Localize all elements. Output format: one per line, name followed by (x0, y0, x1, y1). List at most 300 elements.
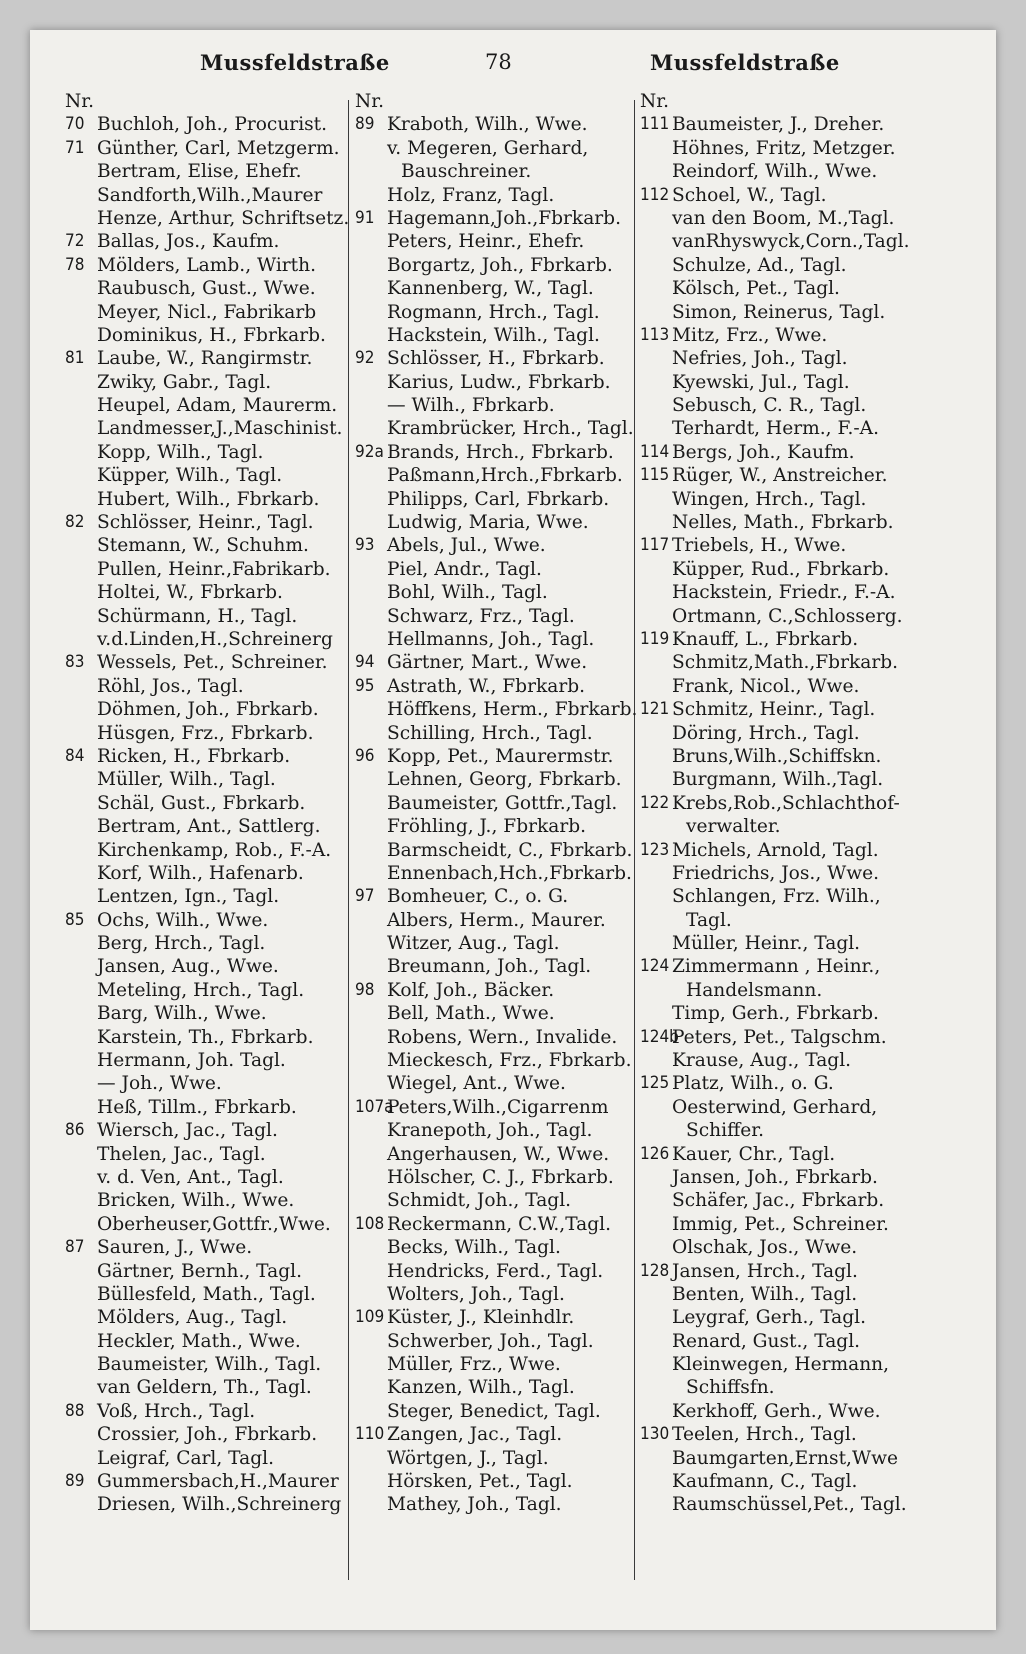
directory-entry (65, 160, 365, 183)
house-number (355, 1072, 387, 1095)
directory-entry (355, 932, 655, 955)
directory-entry (65, 628, 365, 651)
directory-entry (355, 184, 655, 207)
resident-entry: Hermann, Joh. Tagl. (97, 1050, 286, 1072)
resident-entry: Triebels, H., Wwe. (672, 535, 847, 557)
resident-entry: Röhl, Jos., Tagl. (97, 675, 244, 697)
house-number (65, 581, 97, 604)
house-number (355, 932, 387, 955)
house-number (640, 1213, 672, 1236)
resident-entry: Peters, Pet., Talgschm. (672, 1026, 887, 1048)
house-number (640, 862, 672, 885)
directory-entry (640, 1189, 940, 1212)
resident-entry: v. d. Ven, Ant., Tagl. (97, 1166, 284, 1188)
directory-entry (640, 324, 940, 347)
directory-entry (65, 488, 365, 511)
house-number: 70 (65, 114, 85, 135)
resident-entry: Bohl, Wilh., Tagl. (387, 582, 548, 604)
resident-entry: Voß, Hrch., Tagl. (97, 1400, 256, 1422)
resident-entry: Zwiky, Gabr., Tagl. (97, 371, 272, 393)
house-number (65, 1213, 97, 1236)
directory-entry (640, 1353, 940, 1376)
directory-entry (65, 1236, 365, 1259)
resident-entry: Höffkens, Herm., Fbrkarb. (387, 699, 638, 721)
house-number: 81 (65, 348, 85, 369)
house-number: 83 (65, 652, 85, 673)
house-number (640, 1283, 672, 1306)
house-number (640, 1376, 672, 1399)
directory-entry (65, 511, 365, 534)
directory-entry (640, 1260, 940, 1283)
house-number (355, 862, 387, 885)
house-number: 121 (640, 699, 670, 720)
house-number: 111 (640, 114, 670, 135)
resident-entry: Kauer, Chr., Tagl. (672, 1143, 836, 1165)
directory-entry (355, 722, 655, 745)
resident-entry: Abels, Jul., Wwe. (387, 535, 546, 557)
house-number (65, 534, 97, 557)
resident-entry: Kerkhoff, Gerh., Wwe. (672, 1400, 881, 1422)
directory-entry (640, 1330, 940, 1353)
house-number (65, 768, 97, 791)
resident-entry: Borgartz, Joh., Fbrkarb. (387, 254, 613, 276)
house-number (355, 628, 387, 651)
house-number (65, 464, 97, 487)
directory-entry (355, 417, 655, 440)
directory-entry (355, 301, 655, 324)
directory-entry (65, 558, 365, 581)
house-number (65, 885, 97, 908)
house-number (65, 675, 97, 698)
house-number (355, 488, 387, 511)
resident-entry: Küpper, Rud., Fbrkarb. (672, 558, 890, 580)
house-number (640, 1049, 672, 1072)
directory-entry (65, 1166, 365, 1189)
directory-entry (355, 1213, 655, 1236)
resident-entry: Hackstein, Wilh., Tagl. (387, 324, 600, 346)
resident-entry: Hüsgen, Frz., Fbrkarb. (97, 722, 314, 744)
house-number: 124b (640, 1026, 679, 1047)
resident-entry: Kleinwegen, Hermann, (672, 1354, 890, 1376)
directory-entry (640, 1447, 940, 1470)
directory-entry (640, 1049, 940, 1072)
directory-entry (355, 1236, 655, 1259)
resident-entry: Kirchenkamp, Rob., F.-A. (97, 839, 332, 861)
resident-entry: Pullen, Heinr.,Fabrikarb. (97, 558, 331, 580)
house-number (640, 1400, 672, 1423)
directory-entry (355, 511, 655, 534)
column-3 (640, 90, 940, 1517)
resident-entry: Jansen, Hrch., Tagl. (672, 1260, 858, 1282)
resident-entry: Schoel, W., Tagl. (672, 184, 827, 206)
house-number (65, 1002, 97, 1025)
resident-entry: v.d.Linden,H.,Schreinerg (97, 628, 333, 650)
resident-entry: Ludwig, Maria, Wwe. (387, 512, 589, 534)
resident-entry: Bell, Math., Wwe. (387, 1003, 555, 1025)
nr-label: Nr. (65, 91, 95, 112)
directory-entry (355, 792, 655, 815)
page-number: 78 (485, 50, 512, 74)
directory-entry (355, 605, 655, 628)
directory-entry (355, 1002, 655, 1025)
column-1 (65, 90, 365, 1517)
directory-entry (65, 581, 365, 604)
house-number (65, 1049, 97, 1072)
resident-entry: Knauff, L., Fbrkarb. (672, 628, 859, 650)
resident-entry: Müller, Heinr., Tagl. (672, 933, 861, 955)
house-number (355, 1376, 387, 1399)
resident-entry: Schiffsfn. (686, 1377, 775, 1399)
resident-entry: Landmesser,J.,Maschinist. (97, 418, 343, 440)
resident-entry: Mathey, Joh., Tagl. (387, 1494, 562, 1516)
house-number (640, 347, 672, 370)
house-number (640, 1493, 672, 1516)
house-number (355, 605, 387, 628)
directory-entry (65, 768, 365, 791)
house-number (65, 1376, 97, 1399)
resident-entry: Ballas, Jos., Kaufm. (97, 231, 280, 253)
directory-entry (640, 1423, 940, 1446)
resident-entry: Ochs, Wilh., Wwe. (97, 909, 269, 931)
house-number (640, 1119, 672, 1142)
house-number (355, 1026, 387, 1049)
directory-entry (65, 417, 365, 440)
resident-entry: Berg, Hrch., Tagl. (97, 933, 266, 955)
resident-entry: Kölsch, Pet., Tagl. (672, 278, 840, 300)
house-number (640, 230, 672, 253)
resident-entry: Döhmen, Joh., Fbrkarb. (97, 699, 319, 721)
resident-entry: Baumeister, Gottfr.,Tagl. (387, 792, 618, 814)
resident-entry: Heß, Tillm., Fbrkarb. (97, 1096, 297, 1118)
resident-entry: Piel, Andr., Tagl. (387, 558, 542, 580)
resident-entry: Heupel, Adam, Maurerm. (97, 395, 338, 417)
directory-entry (640, 1400, 940, 1423)
directory-entry (65, 394, 365, 417)
resident-entry: Thelen, Jac., Tagl. (97, 1143, 266, 1165)
house-number (640, 1306, 672, 1329)
directory-entry (640, 488, 940, 511)
resident-entry: Michels, Arnold, Tagl. (672, 839, 879, 861)
resident-entry: Peters, Heinr., Ehefr. (387, 231, 585, 253)
resident-entry: Buchloh, Joh., Procurist. (97, 114, 328, 136)
directory-entry (65, 1423, 365, 1446)
directory-entry (640, 815, 940, 838)
house-number: 84 (65, 745, 85, 766)
house-number (640, 932, 672, 955)
resident-entry: Büllesfeld, Math., Tagl. (97, 1283, 316, 1305)
house-number (65, 277, 97, 300)
resident-entry: Meyer, Nicl., Fabrikarb (97, 301, 317, 323)
house-number (355, 792, 387, 815)
directory-entry (355, 230, 655, 253)
resident-entry: Schlösser, H., Fbrkarb. (387, 348, 605, 370)
house-number: 96 (355, 745, 375, 766)
resident-entry: Peters,Wilh.,Cigarrenm (387, 1096, 609, 1118)
directory-entry (355, 558, 655, 581)
resident-entry: Schwarz, Frz., Tagl. (387, 605, 575, 627)
directory-entry (640, 1166, 940, 1189)
directory-entry (640, 628, 940, 651)
header-street-left: Mussfeldstraße (200, 50, 390, 75)
directory-entry (355, 113, 655, 136)
directory-entry (640, 137, 940, 160)
resident-entry: Kanzen, Wilh., Tagl. (387, 1377, 575, 1399)
directory-entry (640, 885, 940, 908)
house-number (640, 885, 672, 908)
directory-entry (65, 979, 365, 1002)
directory-entry (355, 277, 655, 300)
house-number (65, 815, 97, 838)
directory-entry (65, 862, 365, 885)
house-number (65, 441, 97, 464)
house-number (355, 1470, 387, 1493)
house-number (640, 160, 672, 183)
house-number (355, 1119, 387, 1142)
resident-entry: Gärtner, Bernh., Tagl. (97, 1260, 302, 1282)
resident-entry: Renard, Gust., Tagl. (672, 1330, 861, 1352)
column-2 (355, 90, 655, 1517)
house-number (65, 160, 97, 183)
directory-entry (65, 324, 365, 347)
directory-entry (355, 651, 655, 674)
directory-entry (65, 1400, 365, 1423)
house-number (65, 698, 97, 721)
directory-entry (355, 1049, 655, 1072)
directory-entry (640, 534, 940, 557)
house-number (65, 1423, 97, 1446)
directory-entry (640, 698, 940, 721)
resident-entry: Ortmann, C.,Schlosserg. (672, 605, 903, 627)
resident-entry: Müller, Wilh., Tagl. (97, 769, 276, 791)
directory-entry (65, 1189, 365, 1212)
house-number (355, 417, 387, 440)
house-number (640, 815, 672, 838)
house-number (640, 511, 672, 534)
directory-entry (355, 441, 655, 464)
directory-entry (640, 1470, 940, 1493)
house-number (640, 254, 672, 277)
directory-entry (355, 324, 655, 347)
house-number (640, 979, 672, 1002)
house-number (65, 792, 97, 815)
directory-entry (65, 839, 365, 862)
resident-entry: Kyewski, Jul., Tagl. (672, 371, 850, 393)
directory-entry (640, 909, 940, 932)
directory-entry (65, 1049, 365, 1072)
resident-entry: Steger, Benedict, Tagl. (387, 1400, 601, 1422)
house-number: 125 (640, 1073, 670, 1094)
house-number (65, 1447, 97, 1470)
house-number (65, 301, 97, 324)
directory-entry (65, 1376, 365, 1399)
directory-entry (640, 1213, 940, 1236)
house-number (65, 1189, 97, 1212)
directory-entry (355, 581, 655, 604)
directory-entry (640, 277, 940, 300)
resident-entry: Schulze, Ad., Tagl. (672, 254, 847, 276)
resident-entry: Oberheuser,Gottfr.,Wwe. (97, 1213, 331, 1235)
directory-entry (355, 1376, 655, 1399)
directory-entry (640, 862, 940, 885)
resident-entry: Reckermann, C.W.,Tagl. (387, 1213, 612, 1235)
house-number (65, 628, 97, 651)
directory-entry (65, 137, 365, 160)
house-number (65, 979, 97, 1002)
house-number (640, 675, 672, 698)
directory-entry (640, 558, 940, 581)
directory-entry (640, 230, 940, 253)
directory-entry (65, 792, 365, 815)
resident-entry: Ricken, H., Fbrkarb. (97, 745, 291, 767)
directory-entry (640, 651, 940, 674)
resident-entry: Günther, Carl, Metzgerm. (97, 137, 340, 159)
resident-entry: Wiegel, Ant., Wwe. (387, 1073, 566, 1095)
house-number (355, 230, 387, 253)
directory-entry (65, 885, 365, 908)
resident-entry: Crossier, Joh., Fbrkarb. (97, 1424, 318, 1446)
resident-entry: Frank, Nicol., Wwe. (672, 675, 860, 697)
resident-entry: Bauschreiner. (401, 161, 532, 183)
resident-entry: Krebs,Rob.,Schlachthof- (672, 792, 900, 814)
resident-entry: Heckler, Math., Wwe. (97, 1330, 301, 1352)
directory-entry (640, 371, 940, 394)
resident-entry: Paßmann,Hrch.,Fbrkarb. (387, 465, 623, 487)
resident-entry: Raumschüssel,Pet., Tagl. (672, 1494, 907, 1516)
house-number (355, 1143, 387, 1166)
resident-entry: Terhardt, Herm., F.-A. (672, 418, 879, 440)
house-number: 88 (65, 1400, 85, 1421)
resident-entry: Barmscheidt, C., Fbrkarb. (387, 839, 633, 861)
directory-entry (355, 1400, 655, 1423)
house-number (640, 1236, 672, 1259)
directory-entry (355, 137, 655, 160)
house-number (355, 324, 387, 347)
directory-entry (640, 113, 940, 136)
house-number (640, 651, 672, 674)
directory-entry (640, 932, 940, 955)
resident-entry: Teelen, Hrch., Tagl. (672, 1424, 857, 1446)
resident-entry: Oesterwind, Gerhard, (672, 1096, 878, 1118)
resident-entry: Sandforth,Wilh.,Maurer (97, 184, 323, 206)
directory-entry (65, 745, 365, 768)
directory-entry (640, 792, 940, 815)
directory-entry (355, 1470, 655, 1493)
resident-entry: Schürmann, H., Tagl. (97, 605, 298, 627)
house-number (355, 768, 387, 791)
resident-entry: Schwerber, Joh., Tagl. (387, 1330, 594, 1352)
resident-entry: Bertram, Ant., Sattlerg. (97, 816, 321, 838)
resident-entry: Burgmann, Wilh.,Tagl. (672, 769, 884, 791)
directory-entry (640, 254, 940, 277)
resident-entry: Timp, Gerh., Fbrkarb. (672, 1003, 879, 1025)
house-number (355, 1049, 387, 1072)
house-number (355, 1447, 387, 1470)
resident-entry: — Wilh., Fbrkarb. (387, 395, 555, 417)
resident-entry: Stemann, W., Schuhm. (97, 535, 309, 557)
directory-entry (355, 909, 655, 932)
house-number: 110 (355, 1424, 385, 1445)
house-number: 89 (65, 1471, 85, 1492)
resident-entry: Schilling, Hrch., Tagl. (387, 722, 593, 744)
house-number (640, 207, 672, 230)
resident-entry: Hagemann,Joh.,Fbrkarb. (387, 207, 621, 229)
house-number (65, 1353, 97, 1376)
resident-entry: Dominikus, H., Fbrkarb. (97, 324, 326, 346)
resident-entry: v. Megeren, Gerhard, (387, 137, 589, 159)
resident-entry: Barg, Wilh., Wwe. (97, 1003, 267, 1025)
resident-entry: Leigraf, Carl, Tagl. (97, 1447, 274, 1469)
house-number (355, 1353, 387, 1376)
resident-entry: Schlösser, Heinr., Tagl. (97, 512, 314, 534)
house-number (355, 1260, 387, 1283)
directory-entry (65, 230, 365, 253)
house-number (355, 1236, 387, 1259)
house-number (640, 417, 672, 440)
house-number (65, 1166, 97, 1189)
resident-entry: Astrath, W., Fbrkarb. (387, 675, 586, 697)
house-number (355, 1002, 387, 1025)
resident-entry: Müller, Frz., Wwe. (387, 1354, 561, 1376)
house-number (640, 1330, 672, 1353)
directory-entry (640, 1002, 940, 1025)
house-number (65, 862, 97, 885)
house-number (355, 301, 387, 324)
directory-entry (65, 1072, 365, 1095)
directory-entry (640, 745, 940, 768)
directory-entry (65, 534, 365, 557)
house-number: 71 (65, 137, 85, 158)
directory-entry (640, 1072, 940, 1095)
resident-entry: Baumgarten,Ernst,Wwe (672, 1447, 898, 1469)
directory-entry (355, 815, 655, 838)
house-number (355, 722, 387, 745)
house-number (65, 1143, 97, 1166)
directory-entry (355, 207, 655, 230)
resident-entry: Driesen, Wilh.,Schreinerg (97, 1494, 342, 1516)
house-number (65, 955, 97, 978)
house-number (355, 909, 387, 932)
house-number: 114 (640, 441, 670, 462)
house-number: 92a (355, 441, 384, 462)
resident-entry: Becks, Wilh., Tagl. (387, 1237, 561, 1259)
resident-entry: Küster, J., Kleinhdlr. (387, 1307, 575, 1329)
directory-entry (65, 1143, 365, 1166)
directory-entry (65, 371, 365, 394)
house-number (355, 1400, 387, 1423)
directory-entry (355, 1330, 655, 1353)
resident-entry: Karius, Ludw., Fbrkarb. (387, 371, 611, 393)
directory-entry (640, 394, 940, 417)
house-number (355, 464, 387, 487)
resident-entry: Hubert, Wilh., Fbrkarb. (97, 488, 320, 510)
resident-entry: Nefries, Joh., Tagl. (672, 348, 848, 370)
house-number (65, 932, 97, 955)
resident-entry: Friedrichs, Jos., Wwe. (672, 862, 880, 884)
house-number (640, 1002, 672, 1025)
directory-entry (65, 441, 365, 464)
directory-entry (640, 1376, 940, 1399)
directory-entry (65, 1026, 365, 1049)
house-number (355, 371, 387, 394)
resident-entry: van den Boom, M.,Tagl. (672, 207, 895, 229)
resident-entry: Krause, Aug., Tagl. (672, 1050, 852, 1072)
directory-entry (65, 1493, 365, 1516)
directory-entry (355, 955, 655, 978)
directory-entry (640, 301, 940, 324)
directory-entry (355, 254, 655, 277)
house-number (355, 955, 387, 978)
directory-entry (65, 605, 365, 628)
